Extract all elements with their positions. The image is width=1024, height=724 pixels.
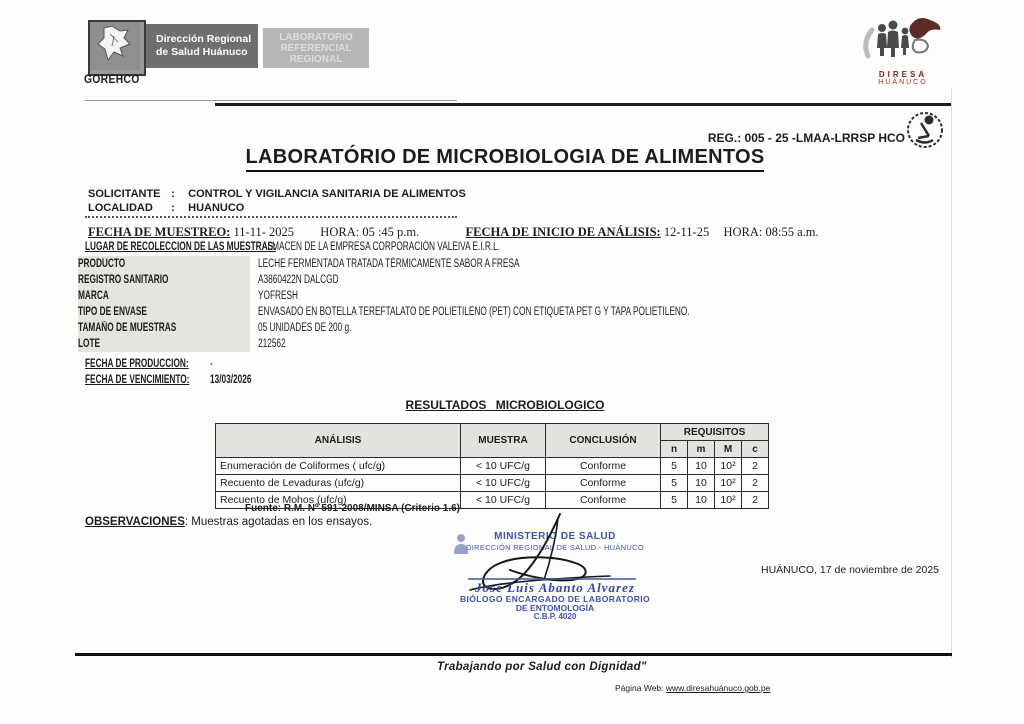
product-label-cell: PRODUCTO — [78, 256, 250, 272]
c-cell: 2 — [742, 475, 769, 492]
n-cell: 5 — [661, 492, 688, 509]
lugar-row — [85, 241, 593, 253]
hora2-label: HORA: — [723, 225, 763, 239]
org-name-line1: Dirección Regional — [156, 33, 252, 45]
muestra-cell: < 10 UFC/g — [461, 475, 546, 492]
col-requisitos: REQUISITOS — [661, 424, 769, 441]
dotted-separator — [85, 216, 457, 218]
gorehco-logo — [88, 20, 146, 76]
stamp-ministry-line: MINISTERIO DE SALUD — [494, 531, 616, 542]
product-row — [78, 320, 978, 336]
muestra-cell: < 10 UFC/g — [461, 492, 546, 509]
gorehco-caption — [84, 72, 150, 86]
product-value-cell: ENVASADO EN BOTELLA TEREFTALATO DE POLIETILENO (PET) CON ETIQUETA PET G Y TAPA POLIETILENO. — [258, 306, 690, 318]
product-label-cell: TIPO DE ENVASE — [78, 304, 250, 320]
product-row — [78, 304, 978, 320]
lab-name-box — [263, 28, 369, 68]
hora1-label: HORA: — [320, 225, 360, 239]
footer-website — [615, 683, 770, 693]
org-name-box — [146, 24, 258, 68]
diresa-subtitle: HUÁNUCO — [878, 79, 928, 86]
col-conclusion: CONCLUSIÓN — [546, 424, 661, 458]
header-rule-thin — [85, 100, 457, 101]
observaciones-value: : Muestras agotadas en los ensayos. — [184, 516, 373, 528]
page-title: LABORATÓRIO DE MICROBIOLOGIA DE ALIMENTOS — [246, 146, 765, 172]
colon: : — [171, 202, 175, 214]
fecha-inicio-label: FECHA DE INICIO DE ANÁLISIS: — [465, 225, 661, 239]
diresa-title: DIRESA — [878, 70, 928, 79]
localidad-label: LOCALIDAD — [88, 202, 153, 214]
product-value-cell: 05 UNIDADES DE 200 g. — [258, 322, 352, 334]
M-cell: 10² — [715, 458, 742, 475]
map-icon — [90, 22, 140, 70]
m-cell: 10 — [688, 458, 715, 475]
signer-name: José Luis Abanto Alvarez — [475, 580, 635, 595]
fecha-vencimiento-value: 13/03/2026 — [210, 374, 252, 386]
lab-name-line1: LABORATORIO — [279, 32, 353, 43]
lab-name-line2: REFERENCIAL — [280, 43, 352, 54]
col-muestra: MUESTRA — [461, 424, 546, 458]
conclusion-cell: Conforme — [546, 458, 661, 475]
product-label-cell: TAMAÑO DE MUESTRAS — [78, 320, 250, 336]
product-row — [78, 256, 978, 272]
col-c: c — [742, 441, 769, 458]
product-value-cell: YOFRESH — [258, 290, 299, 302]
solicitante-row — [88, 188, 466, 200]
page-title-wrap — [0, 146, 1010, 172]
results-table — [215, 423, 769, 509]
fecha-vencimiento-row — [85, 374, 252, 386]
diresa-family-icon — [860, 12, 946, 64]
fecha-muestreo-value: 11-11- 2025 — [233, 225, 295, 239]
fecha-produccion-label: FECHA DE PRODUCCION: — [85, 358, 189, 370]
fecha-muestreo-label: FECHA DE MUESTREO: — [88, 225, 231, 239]
lugar-value: ALMACEN DE LA EMPRESA CORPORACIÓN VALEIVA E.I.R.L. — [262, 241, 501, 253]
product-row — [78, 288, 978, 304]
header-rule-thick — [215, 103, 952, 106]
website-url: www.diresahuánuco.gob.pe — [665, 683, 771, 693]
signer-role: BIÓLOGO ENCARGADO DE LABORATORIO — [459, 594, 651, 604]
colon: : — [171, 188, 175, 200]
table-header-row — [216, 424, 769, 441]
M-cell: 10² — [715, 492, 742, 509]
analisis-cell: Recuento de Levaduras (ufc/g) — [216, 475, 461, 492]
table-row — [216, 458, 769, 475]
M-cell: 10² — [715, 475, 742, 492]
c-cell: 2 — [742, 492, 769, 509]
analisis-cell: Recuento de Mohos (ufc/g) — [216, 492, 461, 509]
sampling-date-row — [88, 225, 819, 240]
n-cell: 5 — [661, 458, 688, 475]
observaciones-row — [85, 516, 372, 528]
solicitante-label: SOLICITANTE — [88, 188, 161, 200]
product-value-cell: A3860422N DALCGD — [258, 274, 339, 286]
fuente-note: Fuente: R.M. Nº 591-2008/MINSA (Criterio 1.6) — [245, 503, 460, 514]
product-value-cell: LECHE FERMENTADA TRATADA TÉRMICAMENTE SABOR A FRESA — [258, 258, 520, 270]
product-label-cell: REGISTRO SANITARIO — [78, 272, 250, 288]
gorehco-caption-text: GOREHCO — [84, 72, 140, 86]
registration-number: REG.: 005 - 25 -LMAA-LRRSP HCO — [707, 131, 905, 145]
fecha-produccion-row — [85, 358, 229, 370]
fecha-inicio-value: 12-11-25 — [663, 225, 710, 239]
results-heading: RESULTADOS MICROBIOLOGICO — [405, 398, 605, 412]
signer-cbp: C.B.P. 4020 — [533, 612, 577, 621]
solicitante-value: CONTROL Y VIGILANCIA SANITARIA DE ALIMENTOS — [188, 188, 466, 200]
m-cell: 10 — [688, 475, 715, 492]
table-row — [216, 475, 769, 492]
org-name-line2: de Salud Huánuco — [156, 46, 248, 58]
col-m: m — [688, 441, 715, 458]
conclusion-cell: Conforme — [546, 475, 661, 492]
footer-slogan: Trabajando por Salud con Dignidad" — [437, 661, 647, 673]
stamp-direction-line: DIRECCIÓN REGIONAL DE SALUD - HUÁNUCO — [466, 543, 644, 552]
product-label-cell: MARCA — [78, 288, 250, 304]
localidad-row — [88, 202, 244, 214]
fecha-produccion-value: - — [210, 358, 213, 370]
issue-date: HUÁNUCO, 17 de noviembre de 2025 — [760, 564, 939, 576]
hora1-value: 05 :45 p.m. — [362, 225, 420, 239]
hora2-value: 08:55 a.m. — [765, 225, 819, 239]
lugar-label: LUGAR DE RECOLECCION DE LAS MUESTRAS: — [85, 241, 276, 253]
website-label: Página Web: — [615, 683, 666, 693]
diresa-logo — [848, 12, 958, 94]
signer-role2: DE ENTOMOLOGÍA — [515, 603, 595, 613]
fecha-vencimiento-label: FECHA DE VENCIMIENTO: — [85, 374, 190, 386]
analisis-cell: Enumeración de Coliformes ( ufc/g) — [216, 458, 461, 475]
product-row — [78, 336, 978, 352]
observaciones-label: OBSERVACIONES — [85, 516, 185, 528]
product-row — [78, 272, 978, 288]
product-value-cell: 212562 — [258, 338, 286, 350]
c-cell: 2 — [742, 458, 769, 475]
lab-name-line3: REGIONAL — [289, 54, 343, 65]
footer-rule — [75, 653, 952, 656]
product-label-cell: LOTE — [78, 336, 250, 352]
muestra-cell: < 10 UFC/g — [461, 458, 546, 475]
n-cell: 5 — [661, 475, 688, 492]
col-n: n — [661, 441, 688, 458]
localidad-value: HUANUCO — [188, 202, 245, 214]
conclusion-cell: Conforme — [546, 492, 661, 509]
col-M: M — [715, 441, 742, 458]
col-analisis: ANÁLISIS — [216, 424, 461, 458]
m-cell: 10 — [688, 492, 715, 509]
